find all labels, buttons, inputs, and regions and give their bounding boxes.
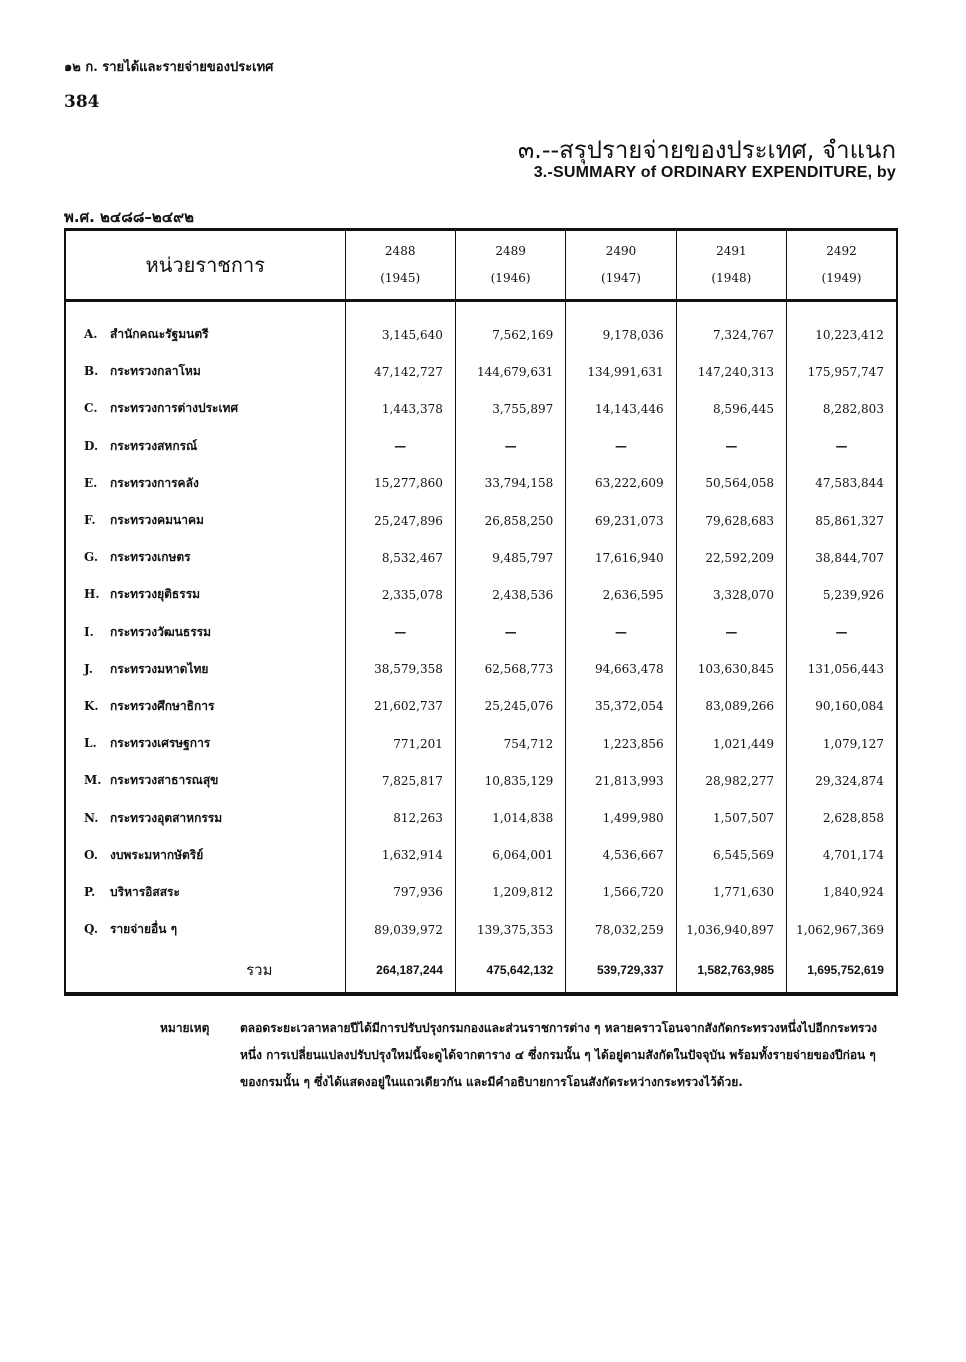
footnote-text: ตลอดระยะเวลาหลายปีได้มีการปรับปรุงกรมกองและส่วนราชการต่าง ๆ หลายคราวโอนจากสังกัดกระทรวงหนึ่งไปอีกกระทรวงหนึ่ง การเปลี่ยนแปลงปรับปรุงใหม่นี้จะดูได้จากตาราง ๔ ซึ่งกรมนั้น ๆ ได้อยู่ตามสังกัดในปัจจุบัน พร้อมทั้งรายจ่ายของปีก่อน ๆ ของกรมนั้น ๆ ซึ่งได้แสดงอยู่ในแถวเดียวกัน และมีคำอธิบายการโอนสังกัดระหว่างกระทรวงไว้ด้วย. [240,1021,878,1089]
table-body [65,301,897,995]
year-ce: (1948) [711,271,752,285]
table-title-thai: ๓.--สรุปรายจ่ายของประเทศ, จำแนก [517,136,896,164]
row-code: J. [84,661,93,676]
total-label: รวม [65,948,345,994]
value-cell: 9,178,036 [566,301,676,354]
table-row [65,874,897,911]
value-cell: 33,794,158 [455,465,565,502]
total-value-cell: 1,582,763,985 [676,948,786,994]
period-label: พ.ศ. ๒๔๘๘–๒๔๙๒ [64,208,195,226]
row-code: H. [84,587,100,602]
row-agency-name: กระทรวงศึกษาธิการ [110,698,215,713]
row-code: K. [84,698,99,713]
row-code: D. [84,438,99,453]
row-agency-name: บริหารอิสสระ [110,884,180,899]
value-cell: 5,239,926 [787,576,897,613]
value-cell: 78,032,259 [566,911,676,948]
value-cell: 1,223,856 [566,725,676,762]
value-cell: 1,021,449 [676,725,786,762]
expenditure-table [64,228,898,996]
total-value-cell: 264,187,244 [345,948,455,994]
row-agency-name: งบพระมหากษัตริย์ [110,847,204,862]
value-cell: 1,443,378 [345,390,455,427]
value-cell: 50,564,058 [676,465,786,502]
value-cell: 29,324,874 [787,762,897,799]
value-cell: 26,858,250 [455,502,565,539]
row-agency-name: กระทรวงอุตสาหกรรม [110,810,223,825]
column-header-agency: หน่วยราชการ [65,230,345,301]
value-cell: 2,636,595 [566,576,676,613]
value-cell: 28,982,277 [676,762,786,799]
row-agency-name: กระทรวงวัฒนธรรม [110,624,212,639]
column-header-year [676,230,786,301]
row-agency-name: รายจ่ายอื่น ๆ [110,922,178,937]
value-cell: 35,372,054 [566,688,676,725]
value-cell: 1,014,838 [455,799,565,836]
row-code: Q. [84,922,99,937]
value-cell: 1,632,914 [345,837,455,874]
total-value-cell: 475,642,132 [455,948,565,994]
row-agency-name: กระทรวงมหาดไทย [110,661,209,676]
value-cell: 63,222,609 [566,465,676,502]
table-row [65,651,897,688]
value-cell: 144,679,631 [455,353,565,390]
column-header-year [566,230,676,301]
value-cell: 14,143,446 [566,390,676,427]
value-cell: 7,562,169 [455,301,565,354]
value-cell: 21,813,993 [566,762,676,799]
value-cell: 4,701,174 [787,837,897,874]
value-cell: — [566,428,676,465]
value-cell: 47,142,727 [345,353,455,390]
table-row [65,911,897,948]
value-cell: 754,712 [455,725,565,762]
row-code: B. [84,364,99,379]
row-code: I. [84,624,94,639]
column-header-year [787,230,897,301]
value-cell: 812,263 [345,799,455,836]
value-cell: 1,062,967,369 [787,911,897,948]
value-cell: 89,039,972 [345,911,455,948]
footnote-label: หมายเหตุ [160,1021,210,1035]
value-cell: 1,840,924 [787,874,897,911]
value-cell: 1,566,720 [566,874,676,911]
row-agency-name: กระทรวงคมนาคม [110,513,204,528]
table-row [65,576,897,613]
value-cell: 2,628,858 [787,799,897,836]
table-row [65,725,897,762]
value-cell: 3,145,640 [345,301,455,354]
year-ce: (1947) [601,271,641,285]
value-cell: 4,536,667 [566,837,676,874]
value-cell: 21,602,737 [345,688,455,725]
row-agency-name: กระทรวงการคลัง [110,475,199,490]
value-cell: — [676,614,786,651]
value-cell: 25,245,076 [455,688,565,725]
table-row [65,390,897,427]
row-label [65,762,345,799]
value-cell: 22,592,209 [676,539,786,576]
table-row [65,428,897,465]
value-cell: — [455,428,565,465]
row-agency-name: สำนักคณะรัฐมนตรี [110,327,209,342]
row-label [65,353,345,390]
year-ce: (1946) [490,271,531,285]
row-agency-name: กระทรวงสหกรณ์ [110,438,198,453]
row-agency-name: กระทรวงเกษตร [110,550,191,565]
total-value-cell: 1,695,752,619 [787,948,897,994]
row-label [65,911,345,948]
value-cell: 79,628,683 [676,502,786,539]
row-code: C. [84,401,98,416]
row-label [65,837,345,874]
value-cell: 25,247,896 [345,502,455,539]
table-row [65,353,897,390]
value-cell: 103,630,845 [676,651,786,688]
value-cell: 2,438,536 [455,576,565,613]
year-be: 2489 [495,244,526,258]
table-row [65,465,897,502]
value-cell: 1,507,507 [676,799,786,836]
value-cell: 62,568,773 [455,651,565,688]
table-row [65,502,897,539]
value-cell: — [787,428,897,465]
row-label [65,614,345,651]
value-cell: 10,835,129 [455,762,565,799]
value-cell: 1,499,980 [566,799,676,836]
row-agency-name: กระทรวงกลาโหม [110,364,201,379]
table-row [65,614,897,651]
year-be: 2492 [826,244,857,258]
row-label [65,874,345,911]
row-label [65,651,345,688]
value-cell: 69,231,073 [566,502,676,539]
value-cell: 771,201 [345,725,455,762]
value-cell: 85,861,327 [787,502,897,539]
value-cell: 3,328,070 [676,576,786,613]
year-ce: (1945) [380,271,421,285]
row-code: L. [84,736,97,751]
value-cell: 2,335,078 [345,576,455,613]
value-cell: 94,663,478 [566,651,676,688]
column-header-year [345,230,455,301]
row-code: E. [84,475,98,490]
value-cell: 7,825,817 [345,762,455,799]
table-row [65,301,897,354]
table-row [65,762,897,799]
value-cell: 83,089,266 [676,688,786,725]
value-cell: 17,616,940 [566,539,676,576]
table-row [65,539,897,576]
value-cell: 797,936 [345,874,455,911]
year-be: 2490 [605,244,637,258]
value-cell: 90,160,084 [787,688,897,725]
value-cell: 134,991,631 [566,353,676,390]
row-label [65,390,345,427]
table-title-english: 3.-SUMMARY of ORDINARY EXPENDITURE, by [533,164,896,181]
row-code: F. [84,513,96,528]
value-cell: 8,596,445 [676,390,786,427]
row-code: A. [84,327,98,342]
row-label [65,799,345,836]
row-label [65,428,345,465]
value-cell: — [676,428,786,465]
row-agency-name: กระทรวงยุติธรรม [110,587,201,602]
row-label [65,539,345,576]
value-cell: 6,064,001 [455,837,565,874]
value-cell: 7,324,767 [676,301,786,354]
row-label [65,502,345,539]
value-cell: 15,277,860 [345,465,455,502]
table-row [65,799,897,836]
value-cell: — [455,614,565,651]
value-cell: — [345,428,455,465]
total-value-cell: 539,729,337 [566,948,676,994]
value-cell: 38,579,358 [345,651,455,688]
value-cell: 1,771,630 [676,874,786,911]
row-code: O. [84,847,98,862]
value-cell: 47,583,844 [787,465,897,502]
value-cell: 131,056,443 [787,651,897,688]
value-cell: — [566,614,676,651]
row-label [65,725,345,762]
year-be: 2488 [384,244,416,258]
value-cell: 8,282,803 [787,390,897,427]
total-row [65,948,897,994]
value-cell: 147,240,313 [676,353,786,390]
row-code: P. [84,884,96,899]
value-cell: 1,079,127 [787,725,897,762]
table-row [65,688,897,725]
row-code: M. [84,773,102,788]
year-ce: (1949) [821,271,862,285]
row-label [65,688,345,725]
running-header: ๑๒ ก. รายได้และรายจ่ายของประเทศ [64,60,274,75]
row-code: G. [84,550,98,565]
value-cell: 139,375,353 [455,911,565,948]
value-cell: 6,545,569 [676,837,786,874]
value-cell: 1,036,940,897 [676,911,786,948]
table-header-row [65,230,897,301]
row-agency-name: กระทรวงสาธารณสุข [110,773,219,788]
expenditure-table-container [64,228,896,996]
year-be: 2491 [716,244,747,258]
value-cell: 3,755,897 [455,390,565,427]
row-label [65,465,345,502]
value-cell: 38,844,707 [787,539,897,576]
value-cell: 1,209,812 [455,874,565,911]
page-number: 384 [64,92,100,112]
row-label [65,301,345,354]
row-code: N. [84,810,99,825]
value-cell: 175,957,747 [787,353,897,390]
value-cell: — [345,614,455,651]
value-cell: — [787,614,897,651]
value-cell: 10,223,412 [787,301,897,354]
table-row [65,837,897,874]
row-agency-name: กระทรวงการต่างประเทศ [110,401,239,416]
column-header-year [455,230,565,301]
row-label [65,576,345,613]
row-agency-name: กระทรวงเศรษฐการ [110,736,211,751]
value-cell: 9,485,797 [455,539,565,576]
value-cell: 8,532,467 [345,539,455,576]
